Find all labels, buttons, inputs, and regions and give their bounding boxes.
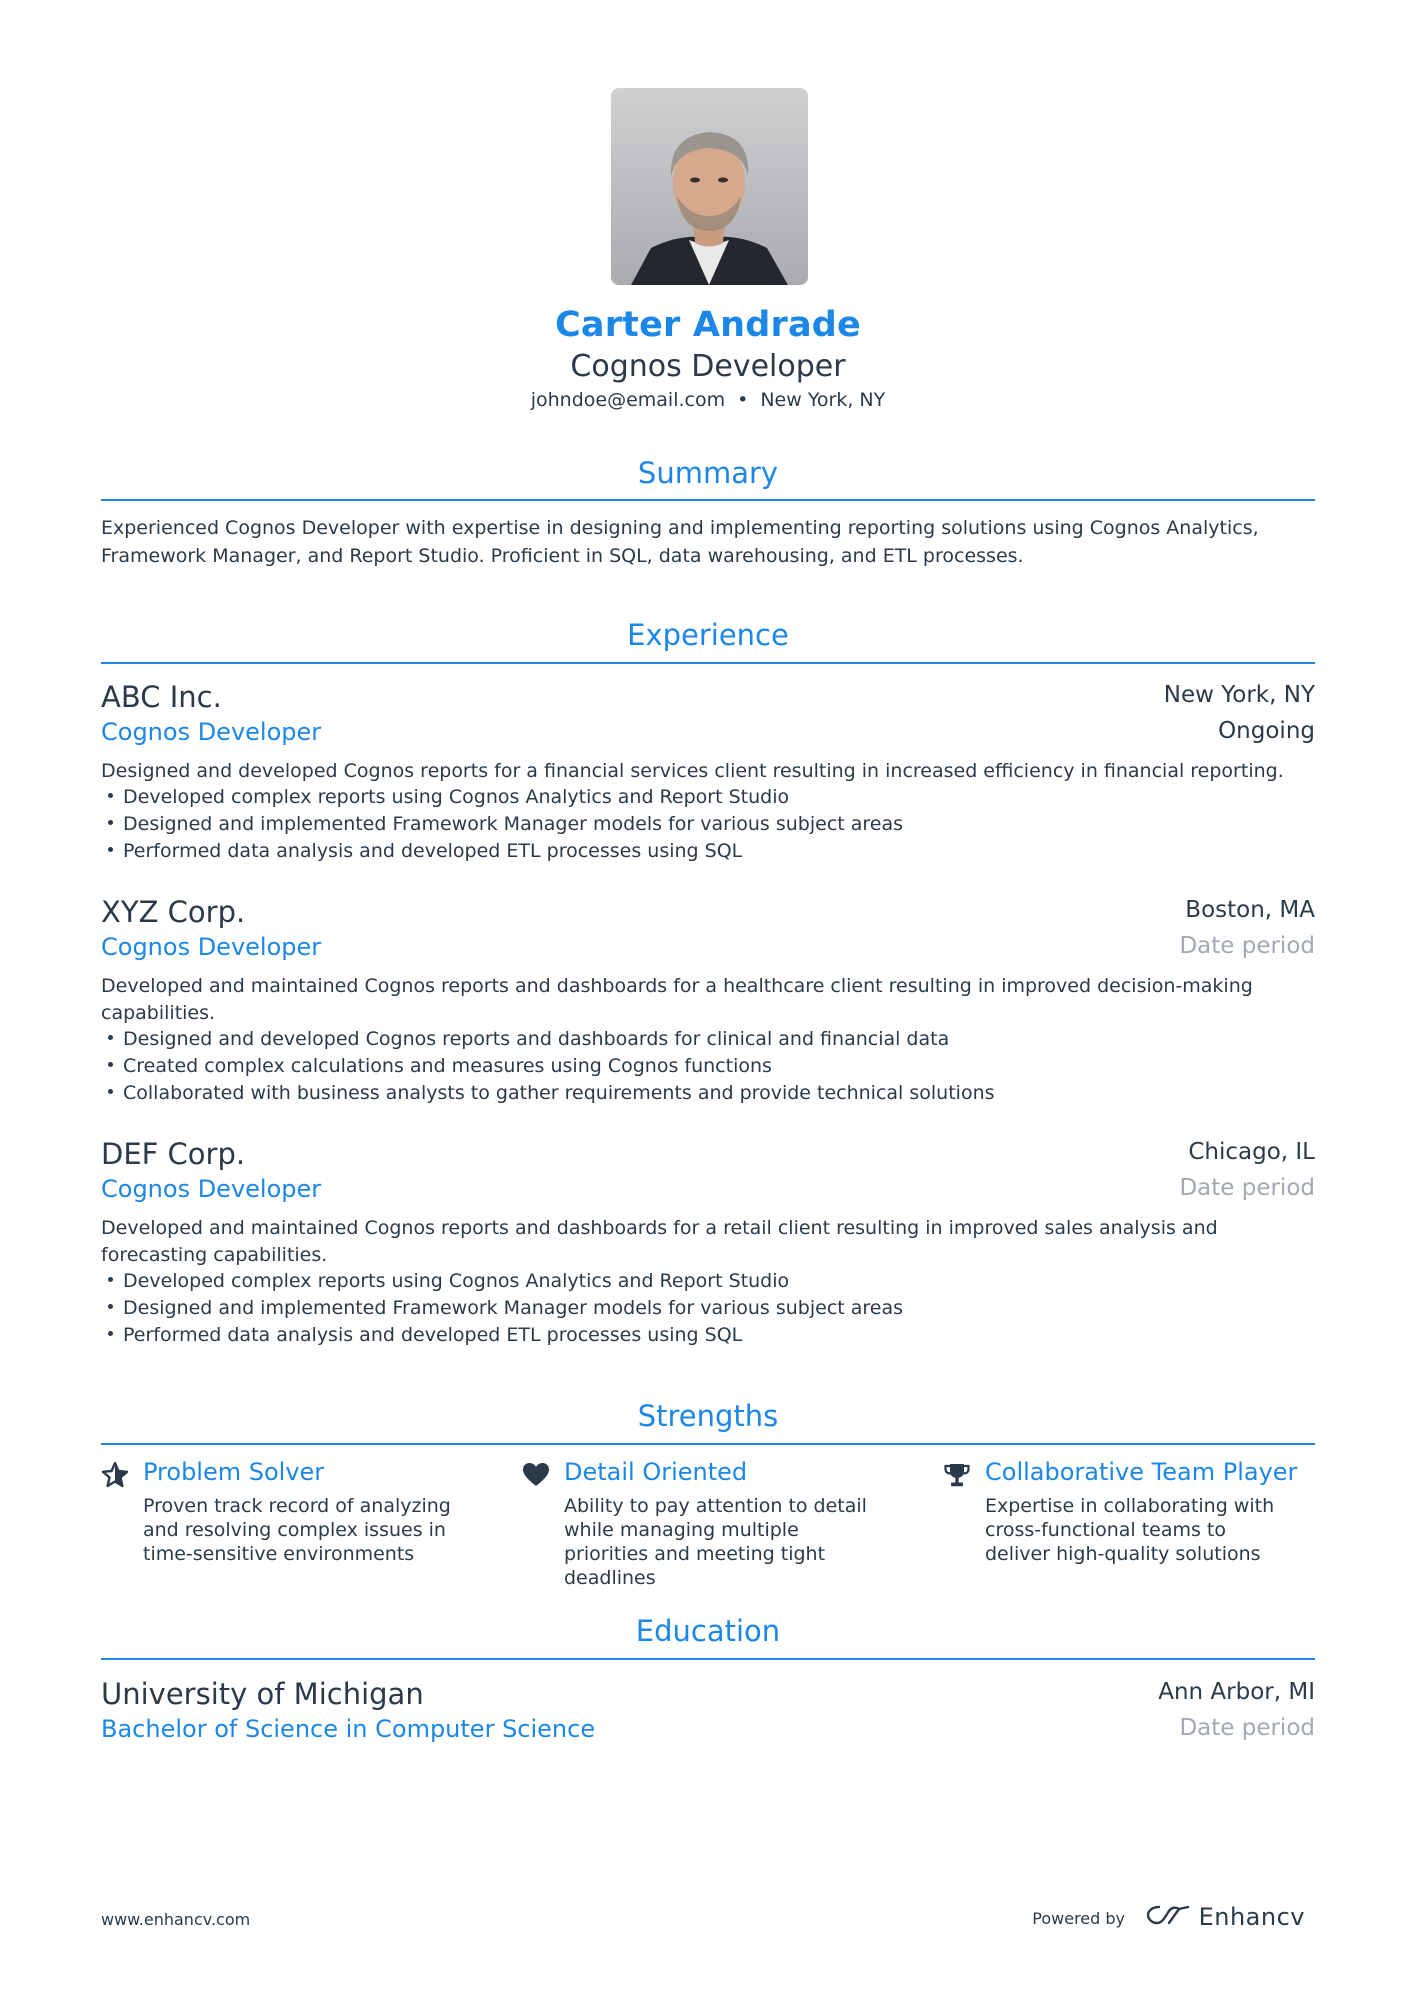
strength-title: Detail Oriented: [564, 1458, 748, 1486]
degree-name: Bachelor of Science in Computer Science: [101, 1715, 596, 1743]
strength-title: Problem Solver: [143, 1458, 325, 1486]
job-bullet: Designed and implemented Framework Manager models for various subject areas: [101, 811, 903, 838]
experience-divider: [101, 662, 1315, 664]
company-name: XYZ Corp.: [101, 895, 246, 929]
summary-text: Experienced Cognos Developer with expertise in designing and implementing reporting solutions using Cognos Analytics, Framework Manager, and Report Studio. Proficient in SQL, data warehousing, and ETL processes.: [101, 517, 1259, 567]
experience-heading: Experience: [627, 618, 789, 652]
job-bullets: [101, 1268, 903, 1349]
job-location: New York, NY: [1163, 682, 1315, 708]
job-bullets: [101, 1026, 995, 1107]
education-period: Date period: [1179, 1715, 1315, 1741]
job-role: Cognos Developer: [101, 933, 322, 961]
candidate-name: Carter Andrade: [554, 305, 861, 345]
strength-description: Proven track record of analyzing and resolving complex issues in time-sensitive environments: [143, 1495, 451, 1565]
job-role: Cognos Developer: [101, 718, 322, 746]
contact-separator: •: [737, 389, 749, 411]
resume-page: [101, 0, 1315, 1995]
summary-divider: [101, 499, 1315, 501]
job-bullet: Designed and developed Cognos reports and dashboards for clinical and financial data: [101, 1026, 995, 1053]
company-name: ABC Inc.: [101, 680, 222, 714]
job-bullet: Developed complex reports using Cognos Analytics and Report Studio: [101, 784, 903, 811]
job-description: Developed and maintained Cognos reports and dashboards for a retail client resulting in improved sales analysis and forecasting capabilities.: [101, 1217, 1218, 1266]
job-description: Designed and developed Cognos reports for a financial services client resulting in increased efficiency in financial reporting.: [101, 760, 1284, 782]
job-period: Ongoing: [1218, 718, 1315, 744]
job-period: Date period: [1179, 1175, 1315, 1201]
job-bullet: Developed complex reports using Cognos Analytics and Report Studio: [101, 1268, 903, 1295]
school-location: Ann Arbor, MI: [1158, 1679, 1315, 1705]
job-location: Boston, MA: [1185, 897, 1315, 923]
job-location: Chicago, IL: [1188, 1139, 1315, 1165]
school-name: University of Michigan: [101, 1677, 424, 1711]
strengths-heading: Strengths: [637, 1399, 779, 1433]
strength-title: Collaborative Team Player: [985, 1458, 1298, 1486]
job-role: Cognos Developer: [101, 1175, 322, 1203]
heart-icon: [522, 1461, 550, 1489]
strength-description: Expertise in collaborating with cross-functional teams to deliver high-quality solutions: [985, 1495, 1275, 1565]
contact-line: [101, 389, 1315, 411]
job-period: Date period: [1179, 933, 1315, 959]
trophy-icon: [943, 1461, 971, 1489]
candidate-title: Cognos Developer: [570, 349, 846, 384]
location-text: New York, NY: [760, 389, 886, 411]
education-divider: [101, 1658, 1315, 1660]
footer-url[interactable]: www.enhancv.com: [101, 1910, 251, 1929]
job-bullet: Collaborated with business analysts to gather requirements and provide technical solutions: [101, 1080, 995, 1107]
brand-logo[interactable]: [1145, 1900, 1305, 1934]
email-text: johndoe@email.com: [530, 389, 726, 411]
strength-description: Ability to pay attention to detail while managing multiple priorities and meeting tight deadlines: [564, 1495, 867, 1589]
job-bullet: Created complex calculations and measures using Cognos functions: [101, 1053, 995, 1080]
profile-photo: [611, 88, 808, 285]
strengths-divider: [101, 1443, 1315, 1445]
company-name: DEF Corp.: [101, 1137, 246, 1171]
job-bullet: Designed and implemented Framework Manager models for various subject areas: [101, 1295, 903, 1322]
star-icon: [101, 1461, 129, 1489]
summary-heading: Summary: [637, 456, 779, 490]
job-bullet: Performed data analysis and developed ETL processes using SQL: [101, 1322, 903, 1349]
brand-name: Enhancv: [1198, 1903, 1305, 1931]
job-bullet: Performed data analysis and developed ETL processes using SQL: [101, 838, 903, 865]
powered-by-label: Powered by: [1032, 1909, 1125, 1928]
education-heading: Education: [635, 1614, 781, 1648]
job-description: Developed and maintained Cognos reports and dashboards for a healthcare client resulting in improved decision-making capabilities.: [101, 975, 1253, 1024]
enhancv-logo-icon: [1145, 1903, 1191, 1931]
job-bullets: [101, 784, 903, 865]
